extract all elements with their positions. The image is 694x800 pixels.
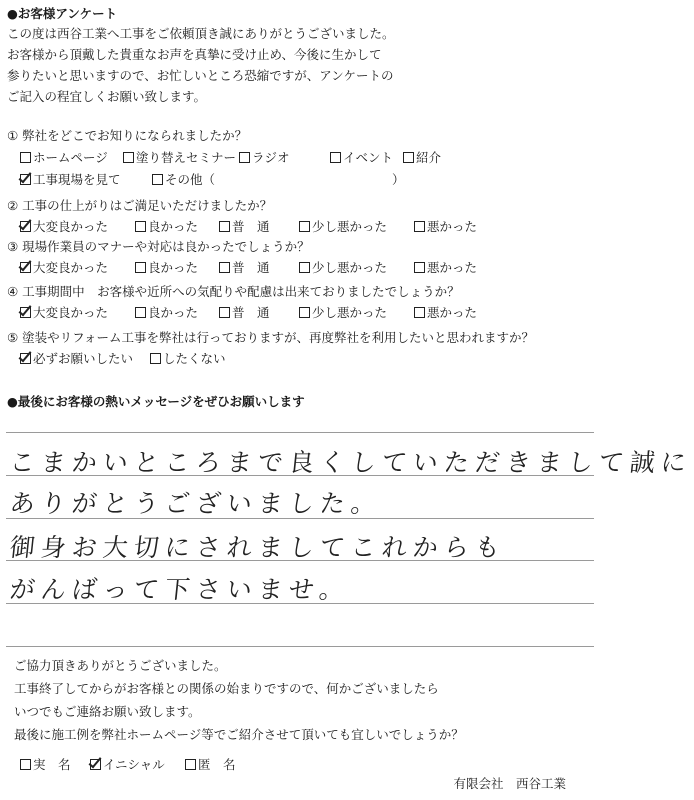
option-label: 少し悪かった xyxy=(312,260,388,275)
option-label: 工事現場を見て xyxy=(33,172,121,187)
checkbox[interactable] xyxy=(403,152,414,163)
ruled-line xyxy=(6,432,594,433)
option-label: 普 通 xyxy=(232,305,270,320)
answer-option[interactable] xyxy=(219,217,299,235)
option-label: 悪かった xyxy=(427,219,478,234)
option-label: その他（ xyxy=(165,172,216,187)
answer-option[interactable] xyxy=(20,303,135,321)
checkbox[interactable] xyxy=(414,262,425,273)
option-label: 大変良かった xyxy=(33,305,109,320)
checkbox[interactable] xyxy=(135,307,146,318)
checkbox[interactable] xyxy=(299,262,310,273)
option-label: 良かった xyxy=(148,305,199,320)
option-label: 塗り替えセミナー xyxy=(136,150,237,165)
checkbox[interactable] xyxy=(123,152,134,163)
answer-option[interactable] xyxy=(20,217,135,235)
question-1-options xyxy=(20,170,412,188)
option-initials[interactable]: イニシャル xyxy=(90,755,185,773)
option-label: 悪かった xyxy=(427,260,478,275)
answer-option[interactable] xyxy=(299,258,414,276)
checkbox[interactable] xyxy=(20,307,31,318)
option-anonymous[interactable]: 匿 名 xyxy=(185,755,236,773)
question-4-label: ④ 工事期間中 お客様や近所への気配りや配慮は出来ておりましたでしょうか？ xyxy=(7,284,460,299)
checkbox[interactable] xyxy=(219,262,230,273)
checkbox[interactable] xyxy=(135,262,146,273)
question-5-options xyxy=(20,349,250,367)
checkbox[interactable] xyxy=(219,221,230,232)
checkbox[interactable] xyxy=(299,307,310,318)
answer-option[interactable] xyxy=(20,349,150,367)
answer-option[interactable] xyxy=(20,148,123,166)
answer-option[interactable] xyxy=(152,170,392,188)
intro-line: この度は西谷工業へ工事をご依頼頂き誠にありがとうございました。 xyxy=(7,26,395,41)
checkbox[interactable] xyxy=(20,353,31,364)
closing-line: 工事終了してからがお客様との関係の始まりですので、何かございましたら xyxy=(14,681,439,696)
option-label: 必ずお願いしたい xyxy=(33,351,134,366)
answer-option xyxy=(392,170,412,188)
answer-option[interactable] xyxy=(299,217,414,235)
answer-option[interactable] xyxy=(135,258,219,276)
checkbox[interactable] xyxy=(135,221,146,232)
option-label: 悪かった xyxy=(427,305,478,320)
answer-option[interactable] xyxy=(123,148,239,166)
option-label: イベント xyxy=(343,150,394,165)
answer-option[interactable] xyxy=(20,258,135,276)
intro-line: 参りたいと思いますので、お忙しいところ恐縮ですが、アンケートの xyxy=(7,68,394,83)
checkbox[interactable] xyxy=(20,174,31,185)
answer-option[interactable] xyxy=(20,170,152,188)
option-label: ラジオ xyxy=(252,150,290,165)
answer-option[interactable] xyxy=(219,258,299,276)
checkbox[interactable] xyxy=(414,307,425,318)
closing-line: 最後に施工例を弊社ホームページ等でご紹介させて頂いても宜しいでしょうか？ xyxy=(14,727,464,742)
checkbox[interactable] xyxy=(299,221,310,232)
option-label: 紹介 xyxy=(416,150,442,165)
handwritten-message-line: がんばって下さいませ。 xyxy=(8,575,352,604)
question-1-label: ① 弊社をどこでお知りになられましたか？ xyxy=(7,128,248,143)
answer-option[interactable] xyxy=(414,258,494,276)
question-4-options xyxy=(20,303,494,321)
checkbox[interactable] xyxy=(150,353,161,364)
checkbox[interactable] xyxy=(239,152,250,163)
answer-option[interactable] xyxy=(135,217,219,235)
question-2-label: ② 工事の仕上がりはご満足いただけましたか？ xyxy=(7,198,273,213)
option-label: ホームページ xyxy=(33,150,108,165)
answer-option[interactable] xyxy=(219,303,299,321)
question-3-label: ③ 現場作業員のマナーや対応は良かったでしょうか？ xyxy=(7,239,310,254)
option-label: ） xyxy=(392,172,405,187)
answer-option[interactable] xyxy=(299,303,414,321)
answer-option[interactable] xyxy=(414,303,494,321)
checkbox[interactable] xyxy=(219,307,230,318)
checkbox[interactable] xyxy=(20,262,31,273)
intro-line: お客様から頂戴した貴重なお声を真摯に受け止め、今後に生かして xyxy=(7,47,382,62)
option-label: 普 通 xyxy=(232,219,270,234)
option-label: したくない xyxy=(163,351,226,366)
question-5-label: ⑤ 塗装やリフォーム工事を弊社は行っておりますが、再度弊社を利用したいと思われますか？ xyxy=(7,330,535,345)
answer-option[interactable] xyxy=(403,148,463,166)
answer-option[interactable] xyxy=(239,148,330,166)
handwritten-message-line: ありがとうございました。 xyxy=(8,489,384,518)
question-3-options xyxy=(20,258,494,276)
company-name: 有限会社 西谷工業 xyxy=(453,776,566,791)
publish-name-options xyxy=(20,755,236,773)
option-label: 普 通 xyxy=(232,260,270,275)
handwritten-message-line: こまかいところまで良くしていただきまして誠に xyxy=(8,448,694,477)
checkbox[interactable] xyxy=(20,221,31,232)
intro-line: ご記入の程宜しくお願い致します。 xyxy=(7,89,207,104)
answer-option[interactable] xyxy=(135,303,219,321)
survey-title: ●お客様アンケート xyxy=(7,6,118,21)
option-real-name[interactable]: 実 名 xyxy=(20,755,90,773)
option-label: 少し悪かった xyxy=(312,219,388,234)
answer-option[interactable] xyxy=(150,349,250,367)
checkbox[interactable] xyxy=(330,152,341,163)
answer-option[interactable] xyxy=(414,217,494,235)
question-1-options xyxy=(20,148,463,166)
option-label: 大変良かった xyxy=(33,219,109,234)
option-label: 良かった xyxy=(148,219,199,234)
checkbox[interactable] xyxy=(185,759,196,770)
option-label: 少し悪かった xyxy=(312,305,388,320)
closing-line: いつでもご連絡お願い致します。 xyxy=(14,704,201,719)
ruled-line xyxy=(6,646,594,647)
checkbox[interactable] xyxy=(414,221,425,232)
checkbox[interactable] xyxy=(152,174,163,185)
checkbox[interactable] xyxy=(20,152,31,163)
message-heading: ●最後にお客様の熱いメッセージをぜひお願いします xyxy=(7,394,305,409)
option-label: 良かった xyxy=(148,260,199,275)
answer-option[interactable] xyxy=(330,148,403,166)
checkbox[interactable] xyxy=(20,759,31,770)
closing-line: ご協力頂きありがとうございました。 xyxy=(14,658,227,673)
question-2-options xyxy=(20,217,494,235)
handwritten-message-line: 御身お大切にされましてこれからも xyxy=(8,533,508,562)
checkbox[interactable] xyxy=(90,759,101,770)
option-label: 大変良かった xyxy=(33,260,109,275)
